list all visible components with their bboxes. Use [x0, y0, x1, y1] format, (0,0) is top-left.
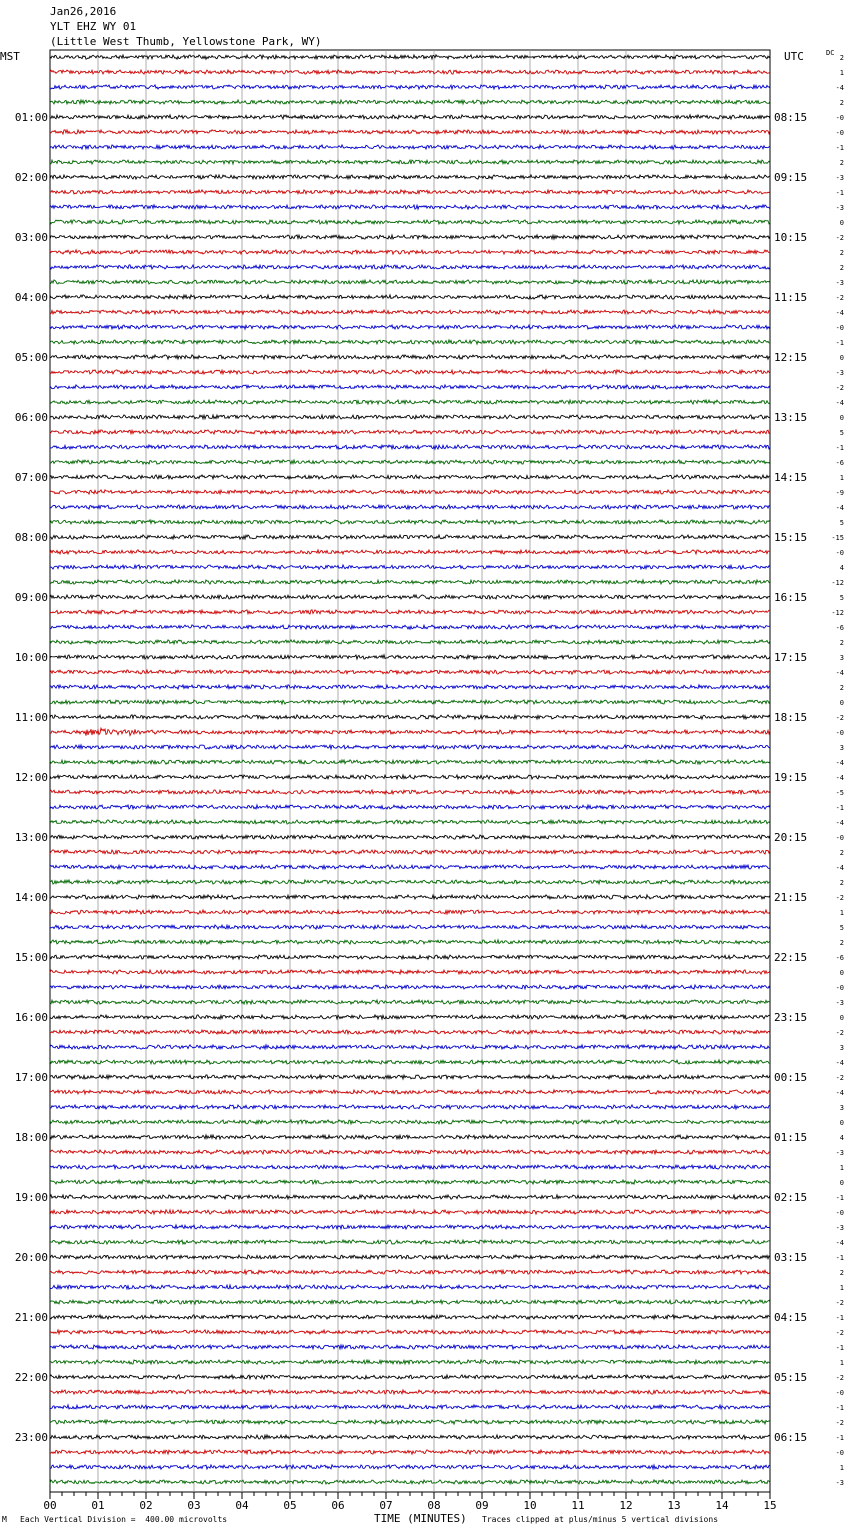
trace-row — [50, 460, 770, 464]
dc-offset-value: -2 — [835, 1029, 844, 1037]
trace-row — [50, 70, 770, 74]
hour-label-right: 08:15 — [774, 111, 808, 124]
dc-offset-value: 0 — [839, 354, 844, 362]
x-tick-label: 07 — [379, 1499, 393, 1512]
trace-row — [50, 1300, 770, 1304]
dc-offset-value: 1 — [839, 1284, 844, 1292]
trace-row — [50, 445, 770, 449]
trace-row — [50, 625, 770, 629]
dc-offset-value: -0 — [835, 834, 844, 842]
dc-offset-value: -1 — [835, 1344, 844, 1352]
trace-row — [50, 910, 770, 914]
dc-offset-value: 2 — [839, 639, 844, 647]
dc-offset-value: -3 — [835, 999, 844, 1007]
trace-row — [50, 1420, 770, 1424]
hour-label-right: 06:15 — [774, 1431, 808, 1444]
trace-row — [50, 1000, 770, 1004]
dc-offset-value: -2 — [835, 1074, 844, 1082]
trace-row — [50, 925, 770, 929]
trace-row — [50, 400, 770, 404]
trace-row — [50, 1045, 770, 1049]
dc-offset-value: -1 — [835, 1434, 844, 1442]
dc-offset-value: -3 — [835, 369, 844, 377]
dc-offset-value: -4 — [835, 774, 844, 782]
hour-label-right: 21:15 — [774, 891, 808, 904]
dc-offset-value: -12 — [831, 609, 844, 617]
trace-row — [50, 370, 770, 374]
dc-offset-value: 2 — [839, 99, 844, 107]
hour-label-right: 17:15 — [774, 651, 808, 664]
dc-offset-value: 1 — [839, 1359, 844, 1367]
hour-label-left: 20:00 — [14, 1251, 48, 1264]
dc-offset-value: 0 — [839, 219, 844, 227]
dc-offset-value: 2 — [839, 879, 844, 887]
dc-offset-value: 5 — [839, 519, 844, 527]
dc-offset-value: 2 — [839, 54, 844, 62]
trace-row — [50, 775, 770, 779]
trace-row — [50, 235, 770, 239]
dc-offset-value: -6 — [835, 624, 844, 632]
x-tick-label: 09 — [475, 1499, 489, 1512]
trace-row — [50, 475, 770, 479]
trace-row — [50, 1150, 770, 1154]
dc-offset-value: -9 — [835, 489, 844, 497]
trace-row — [50, 160, 770, 164]
trace-row — [50, 340, 770, 344]
hour-label-left: 18:00 — [14, 1131, 48, 1144]
x-tick-label: 00 — [43, 1499, 57, 1512]
dc-offset-value: 2 — [839, 684, 844, 692]
trace-row — [50, 1210, 770, 1214]
dc-offset-value: -12 — [831, 579, 844, 587]
trace-row — [50, 640, 770, 644]
trace-row — [50, 1345, 770, 1349]
trace-row — [50, 790, 770, 794]
plot-date: Jan26,2016 — [50, 5, 117, 18]
trace-row — [50, 1465, 770, 1469]
hour-label-right: 22:15 — [774, 951, 808, 964]
dc-offset-value: -4 — [835, 1059, 844, 1067]
station-code: YLT EHZ WY 01 — [50, 20, 137, 33]
dc-offset-value: -2 — [835, 384, 844, 392]
dc-offset-value: -2 — [835, 234, 844, 242]
trace-row — [50, 295, 770, 299]
scale-note: Each Vertical Division = 400.00 microvolts — [20, 1515, 228, 1524]
trace-row — [50, 1075, 770, 1079]
dc-offset-value: -2 — [835, 1299, 844, 1307]
trace-row — [50, 250, 770, 254]
dc-offset-value: 2 — [839, 1269, 844, 1277]
hour-label-left: 22:00 — [14, 1371, 48, 1384]
x-tick-label: 13 — [667, 1499, 681, 1512]
x-tick-label: 04 — [235, 1499, 249, 1512]
hour-label-left: 16:00 — [14, 1011, 48, 1024]
x-tick-label: 06 — [331, 1499, 345, 1512]
trace-row — [50, 805, 770, 809]
trace-row — [50, 955, 770, 959]
trace-row — [50, 1120, 770, 1124]
dc-offset-value: 1 — [839, 1464, 844, 1472]
x-tick-label: 11 — [571, 1499, 585, 1512]
trace-row — [50, 985, 770, 989]
dc-offset-value: 5 — [839, 594, 844, 602]
dc-offset-value: 2 — [839, 264, 844, 272]
dc-offset-value: -3 — [835, 1149, 844, 1157]
hour-label-right: 23:15 — [774, 1011, 808, 1024]
hour-label-right: 01:15 — [774, 1131, 808, 1144]
x-tick-label: 08 — [427, 1499, 441, 1512]
x-tick-label: 01 — [91, 1499, 105, 1512]
trace-row — [50, 115, 770, 119]
dc-offset-value: -2 — [835, 1329, 844, 1337]
trace-row — [50, 670, 770, 674]
trace-row — [50, 655, 770, 659]
trace-row — [50, 760, 770, 764]
hour-label-left: 11:00 — [14, 711, 48, 724]
dc-offset-value: 5 — [839, 429, 844, 437]
hour-label-right: 18:15 — [774, 711, 808, 724]
trace-row — [50, 595, 770, 599]
x-tick-label: 14 — [715, 1499, 729, 1512]
trace-row — [50, 1435, 770, 1439]
dc-offset-header: DC — [826, 49, 835, 57]
hour-label-right: 14:15 — [774, 471, 808, 484]
hour-label-right: 09:15 — [774, 171, 808, 184]
dc-offset-value: -1 — [835, 804, 844, 812]
hour-label-right: 05:15 — [774, 1371, 808, 1384]
dc-offset-value: -0 — [835, 1389, 844, 1397]
trace-row — [50, 505, 770, 509]
hour-label-left: 19:00 — [14, 1191, 48, 1204]
dc-offset-value: 0 — [839, 414, 844, 422]
dc-offset-value: -1 — [835, 1194, 844, 1202]
trace-row — [50, 55, 770, 59]
trace-row — [50, 895, 770, 899]
hour-label-left: 23:00 — [14, 1431, 48, 1444]
trace-row — [50, 490, 770, 494]
x-tick-label: 10 — [523, 1499, 537, 1512]
trace-row — [50, 850, 770, 854]
hour-label-right: 16:15 — [774, 591, 808, 604]
trace-row — [50, 220, 770, 224]
trace-row — [50, 1165, 770, 1169]
dc-offset-value: -1 — [835, 1314, 844, 1322]
trace-row — [50, 1330, 770, 1334]
trace-row — [50, 430, 770, 434]
hour-label-left: 09:00 — [14, 591, 48, 604]
trace-row — [50, 940, 770, 944]
trace-row — [50, 880, 770, 884]
hour-label-left: 01:00 — [14, 111, 48, 124]
trace-row — [50, 1390, 770, 1394]
trace-row — [50, 1015, 770, 1019]
hour-label-right: 04:15 — [774, 1311, 808, 1324]
dc-offset-value: -4 — [835, 864, 844, 872]
dc-offset-value: -4 — [835, 84, 844, 92]
dc-offset-value: -5 — [835, 789, 844, 797]
trace-row — [50, 1135, 770, 1139]
dc-offset-value: -4 — [835, 669, 844, 677]
axis-labels — [15, 54, 844, 1512]
right-timezone-label: UTC — [784, 50, 804, 63]
x-tick-label: 05 — [283, 1499, 297, 1512]
x-axis-title: TIME (MINUTES) — [374, 1512, 467, 1525]
dc-offset-value: 3 — [839, 654, 844, 662]
dc-offset-value: -0 — [835, 729, 844, 737]
hour-label-right: 00:15 — [774, 1071, 808, 1084]
dc-offset-value: -1 — [835, 1404, 844, 1412]
hour-label-left: 04:00 — [14, 291, 48, 304]
dc-offset-value: -6 — [835, 459, 844, 467]
dc-offset-value: -0 — [835, 114, 844, 122]
dc-offset-value: -1 — [835, 444, 844, 452]
dc-offset-value: 0 — [839, 969, 844, 977]
hour-label-left: 03:00 — [14, 231, 48, 244]
trace-row — [50, 820, 770, 824]
trace-row — [50, 1405, 770, 1409]
trace-row — [50, 1375, 770, 1379]
dc-offset-value: -6 — [835, 954, 844, 962]
dc-offset-value: -4 — [835, 1239, 844, 1247]
trace-row — [50, 325, 770, 329]
trace-row — [50, 1315, 770, 1319]
dc-offset-value: 0 — [839, 1014, 844, 1022]
dc-offset-value: 1 — [839, 1164, 844, 1172]
hour-label-right: 20:15 — [774, 831, 808, 844]
trace-row — [50, 1195, 770, 1199]
trace-row — [50, 310, 770, 314]
station-location: (Little West Thumb, Yellowstone Park, WY) — [50, 35, 322, 48]
trace-row — [50, 520, 770, 524]
trace-row — [50, 205, 770, 209]
hour-label-right: 02:15 — [774, 1191, 808, 1204]
trace-row — [50, 1360, 770, 1364]
hour-label-right: 13:15 — [774, 411, 808, 424]
seismic-traces — [50, 55, 770, 1484]
dc-offset-value: -0 — [835, 1209, 844, 1217]
trace-row — [50, 565, 770, 569]
trace-row — [50, 745, 770, 749]
dc-offset-value: 2 — [839, 249, 844, 257]
dc-offset-value: 3 — [839, 744, 844, 752]
trace-row — [50, 1240, 770, 1244]
dc-offset-value: -1 — [835, 1254, 844, 1262]
dc-offset-value: -3 — [835, 204, 844, 212]
trace-row — [50, 715, 770, 719]
trace-row — [50, 1480, 770, 1484]
dc-offset-value: -1 — [835, 339, 844, 347]
hour-label-right: 03:15 — [774, 1251, 808, 1264]
hour-label-left: 02:00 — [14, 171, 48, 184]
trace-row — [50, 835, 770, 839]
hour-label-left: 08:00 — [14, 531, 48, 544]
trace-row — [50, 580, 770, 584]
dc-offset-value: -4 — [835, 759, 844, 767]
dc-offset-value: -2 — [835, 894, 844, 902]
trace-row — [50, 265, 770, 269]
dc-offset-value: -4 — [835, 309, 844, 317]
x-tick-label: 12 — [619, 1499, 633, 1512]
dc-offset-value: 3 — [839, 1104, 844, 1112]
trace-row — [50, 1105, 770, 1109]
dc-offset-value: -0 — [835, 549, 844, 557]
hour-label-left: 05:00 — [14, 351, 48, 364]
dc-offset-value: -0 — [835, 129, 844, 137]
hour-label-right: 12:15 — [774, 351, 808, 364]
dc-offset-value: 2 — [839, 159, 844, 167]
trace-row — [50, 1255, 770, 1259]
dc-offset-value: 1 — [839, 909, 844, 917]
trace-row — [50, 100, 770, 104]
hour-label-right: 11:15 — [774, 291, 808, 304]
dc-offset-value: -3 — [835, 279, 844, 287]
trace-row — [50, 145, 770, 149]
trace-row — [50, 280, 770, 284]
trace-row — [50, 1180, 770, 1184]
trace-row — [50, 550, 770, 554]
hour-label-left: 15:00 — [14, 951, 48, 964]
dc-offset-value: -4 — [835, 399, 844, 407]
trace-row — [50, 415, 770, 419]
dc-offset-value: 4 — [839, 1134, 844, 1142]
left-timezone-label: MST — [0, 50, 20, 63]
trace-row — [50, 970, 770, 974]
dc-offset-value: 0 — [839, 699, 844, 707]
dc-offset-value: -15 — [831, 534, 844, 542]
x-tick-label: 15 — [763, 1499, 777, 1512]
dc-offset-value: 0 — [839, 1179, 844, 1187]
hour-label-right: 19:15 — [774, 771, 808, 784]
dc-offset-value: -3 — [835, 174, 844, 182]
dc-offset-value: 0 — [839, 1119, 844, 1127]
hour-label-right: 10:15 — [774, 231, 808, 244]
trace-row — [50, 1270, 770, 1274]
clip-note: Traces clipped at plus/minus 5 vertical divisions — [482, 1515, 719, 1524]
hour-label-left: 14:00 — [14, 891, 48, 904]
hour-label-left: 10:00 — [14, 651, 48, 664]
trace-row — [50, 1090, 770, 1094]
trace-row — [50, 1030, 770, 1034]
trace-row — [50, 1285, 770, 1289]
hour-label-left: 06:00 — [14, 411, 48, 424]
dc-offset-value: 3 — [839, 1044, 844, 1052]
trace-row — [50, 1225, 770, 1229]
x-tick-label: 03 — [187, 1499, 201, 1512]
trace-row — [50, 85, 770, 89]
dc-offset-value: 1 — [839, 474, 844, 482]
dc-offset-value: -4 — [835, 1089, 844, 1097]
hour-label-left: 13:00 — [14, 831, 48, 844]
dc-offset-value: -1 — [835, 189, 844, 197]
dc-offset-value: -4 — [835, 504, 844, 512]
trace-row — [50, 610, 770, 614]
dc-offset-value: -2 — [835, 1374, 844, 1382]
dc-offset-value: 4 — [839, 564, 844, 572]
trace-row — [50, 728, 770, 735]
corner-mark: M — [2, 1515, 7, 1524]
dc-offset-value: -2 — [835, 714, 844, 722]
dc-offset-value: -0 — [835, 1449, 844, 1457]
dc-offset-value: 2 — [839, 849, 844, 857]
dc-offset-value: -0 — [835, 984, 844, 992]
trace-row — [50, 130, 770, 134]
dc-offset-value: -2 — [835, 1419, 844, 1427]
trace-row — [50, 190, 770, 194]
trace-row — [50, 175, 770, 179]
x-tick-label: 02 — [139, 1499, 153, 1512]
dc-offset-value: -3 — [835, 1479, 844, 1487]
dc-offset-value: -4 — [835, 819, 844, 827]
hour-label-right: 15:15 — [774, 531, 808, 544]
hour-label-left: 12:00 — [14, 771, 48, 784]
trace-row — [50, 685, 770, 689]
dc-offset-value: -3 — [835, 1224, 844, 1232]
dc-offset-value: 5 — [839, 924, 844, 932]
trace-row — [50, 700, 770, 704]
dc-offset-value: -1 — [835, 144, 844, 152]
dc-offset-value: 1 — [839, 69, 844, 77]
dc-offset-value: 2 — [839, 939, 844, 947]
trace-row — [50, 1060, 770, 1064]
trace-row — [50, 385, 770, 389]
dc-offset-value: -2 — [835, 294, 844, 302]
hour-label-left: 17:00 — [14, 1071, 48, 1084]
trace-row — [50, 535, 770, 539]
dc-offset-value: -0 — [835, 324, 844, 332]
trace-row — [50, 865, 770, 869]
hour-label-left: 21:00 — [14, 1311, 48, 1324]
hour-label-left: 07:00 — [14, 471, 48, 484]
trace-row — [50, 1450, 770, 1454]
trace-row — [50, 355, 770, 359]
